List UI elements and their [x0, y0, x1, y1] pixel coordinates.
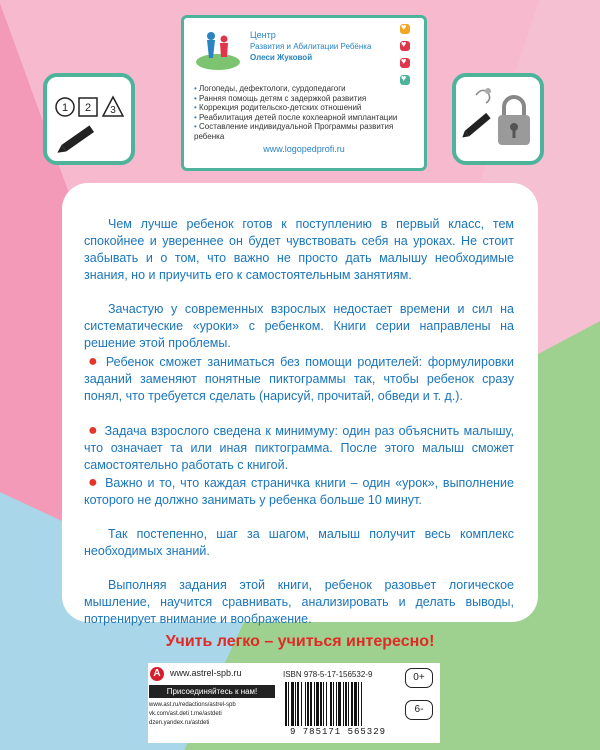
heart-icon: [400, 41, 410, 51]
isbn-text: ISBN 978-5-17-156532-9: [283, 670, 373, 679]
description-panel: [62, 183, 538, 626]
service-item: • Реабилитация детей после кохлеарной имплантации: [194, 112, 398, 122]
center-title: [250, 30, 371, 63]
social-link: vk.com/ast.deti t.me/astdeti: [149, 711, 222, 717]
services-list: [194, 84, 414, 142]
numbers-pencil-icon: [47, 77, 131, 161]
center-title-line3: Олеси Жуковой: [250, 53, 313, 62]
lock-pencil-icon: [456, 77, 540, 161]
heart-icon: [400, 58, 410, 68]
slogan: Учить легко – учиться интересно!: [165, 633, 435, 650]
publisher-website: www.astrel-spb.ru: [170, 668, 242, 678]
paragraph: Так постепенно, шаг за шагом, малыш получит весь комплекс необходимых знаний.: [84, 527, 514, 558]
center-title-line2: Развития и Абилитации Ребёнка: [250, 42, 372, 51]
service-item: • Логопеды, дефектологи, сурдопедагоги: [194, 84, 346, 93]
center-website: www.logopedprofi.ru: [263, 144, 345, 154]
paragraph: Зачастую у современных взрослых недостает времени и сил на систематические «уроки» с ребенком. Книги серии направлены на решение этой проблемы.: [84, 302, 514, 350]
bullet-icon: ●: [88, 422, 99, 439]
family-logo-icon: [194, 26, 242, 78]
center-ad-card: [181, 15, 427, 171]
number-one: 1: [61, 102, 69, 114]
heart-icon: [400, 24, 410, 34]
age-rating-badge: 6-: [405, 700, 433, 720]
service-item: • Ранняя помощь детям с задержкой развития: [194, 93, 367, 103]
social-link: www.ast.ru/redactions/astrel-spb: [149, 702, 236, 708]
barcode-icon: [283, 682, 393, 726]
pictogram-lock-card: [452, 73, 544, 165]
publisher-logo-icon: A: [150, 667, 164, 681]
social-link: dzen.yandex.ru/astdeti: [149, 720, 210, 726]
service-item: • Коррекция родительско-детских отношений: [194, 103, 362, 113]
bullet-paragraph: ● Задача взрослого сведена к минимуму: один раз объяснить малышу, что означает та или иная пиктограмма. После этого малыш сможет самостоятельно работать с книгой.: [84, 422, 514, 472]
paragraph: Чем лучше ребенок готов к поступлению в первый класс, тем спокойнее и увереннее он будет чувствовать себя на уроках. Не стоит забывать и о том, что важно не просто дать малышу необходимые знания, но и приучить его к самостоятельным занятиям.: [84, 217, 514, 282]
social-links: [149, 701, 299, 728]
barcode-number: 9 785171 565329: [289, 727, 386, 737]
bullet-paragraph: ● Важно и то, что каждая страничка книги – один «урок», выполнение которого не должно занимать у ребенка больше 10 минут.: [84, 474, 514, 507]
logoped-profi-logo: [194, 26, 242, 78]
center-title-line1: Центр: [250, 30, 276, 40]
hearts-column: [400, 24, 412, 92]
bullet-icon: ●: [88, 474, 100, 491]
paragraph: Выполняя задания этой книги, ребенок разовьет логическое мышление, научится сравнивать, анализировать и делать выводы, потренирует внимание и воображение.: [84, 578, 514, 626]
bullet-icon: ●: [88, 353, 100, 370]
age-rating-badge: 0+: [405, 668, 433, 688]
service-item: • Составление индивидуальной Программы развития ребенка: [194, 122, 394, 141]
pictogram-numbers-card: [43, 73, 135, 165]
join-us-banner: Присоединяйтесь к нам!: [149, 685, 275, 698]
number-three: 3: [110, 105, 116, 116]
number-two: 2: [84, 102, 92, 114]
bullet-paragraph: ● Ребенок сможет заниматься без помощи родителей: формулировки заданий заменяют понятные пиктограммы так, чтобы ребенок сразу понял, что требуется сделать (нарисуй, прочитай, обведи и т. д.).: [84, 353, 514, 403]
